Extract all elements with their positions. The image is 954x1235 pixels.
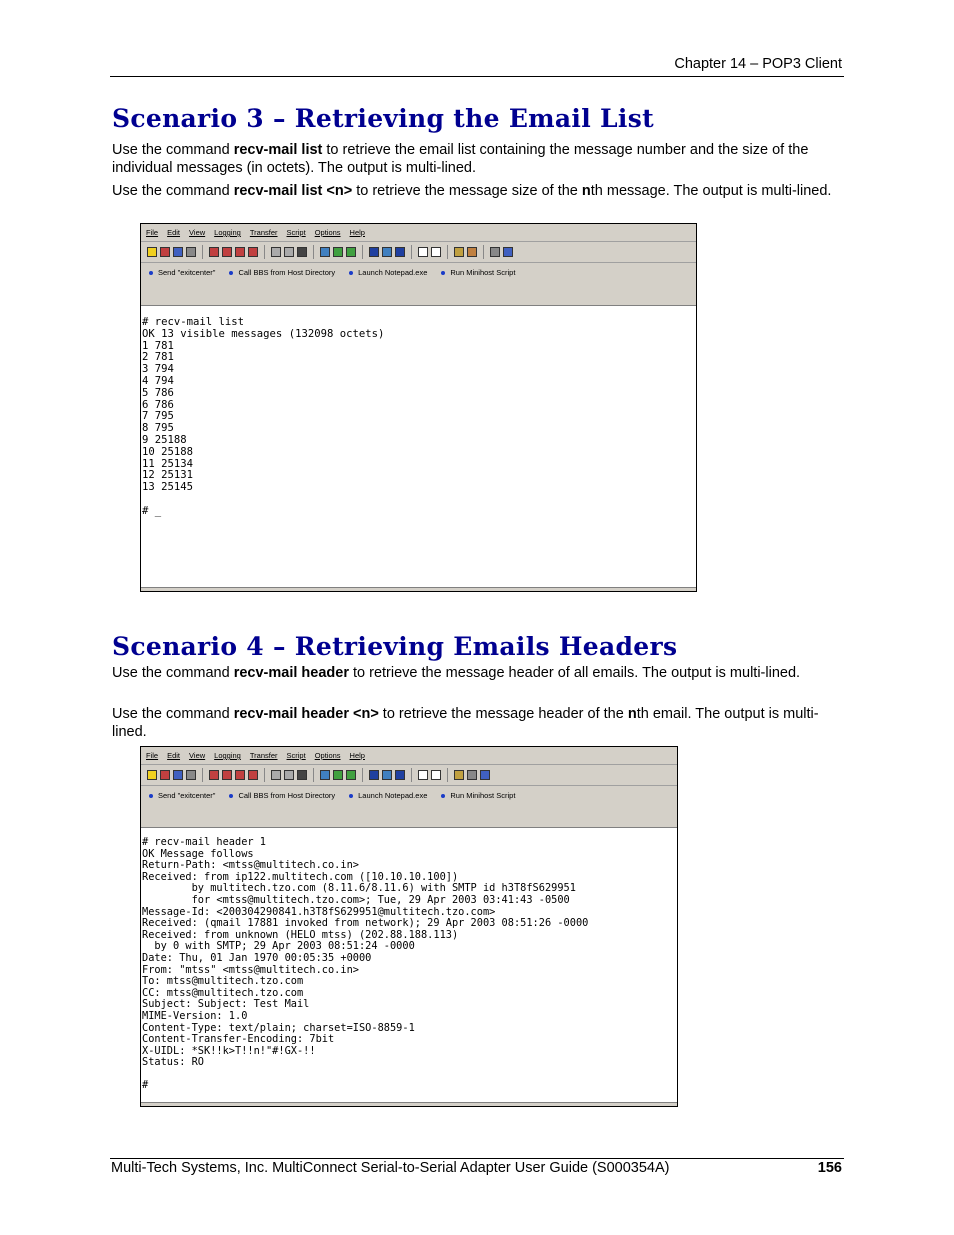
connect-icon[interactable]: [160, 770, 170, 780]
find-icon[interactable]: [320, 247, 330, 257]
terminal-screenshot-mail-header: [140, 746, 678, 1107]
receive-icon[interactable]: [235, 770, 245, 780]
bullet-icon: [229, 794, 233, 798]
open-folder-icon[interactable]: [147, 770, 157, 780]
play-icon[interactable]: [369, 770, 379, 780]
bullet-icon: [441, 794, 445, 798]
capture-icon[interactable]: [248, 770, 258, 780]
send-icon[interactable]: [222, 247, 232, 257]
receive-icon[interactable]: [235, 247, 245, 257]
paragraph: Use the command recv-mail list to retrieve the email list containing the message number and the size of the individual messages (in octets). The output is multi-lined.: [112, 142, 809, 176]
disconnect-icon[interactable]: [173, 770, 183, 780]
command-text: recv-mail header: [233, 665, 349, 681]
connect-icon[interactable]: [160, 247, 170, 257]
button-launch-notepad[interactable]: Launch Notepad.exe: [349, 268, 427, 277]
capture-icon[interactable]: [248, 247, 258, 257]
arrow-icon[interactable]: [346, 770, 356, 780]
paragraph: Use the command recv-mail header to retrieve the message header of all emails. The output is multi-lined.: [112, 665, 801, 681]
footer-rule: [110, 1158, 844, 1159]
menu-script[interactable]: Script: [286, 751, 306, 760]
menu-edit[interactable]: Edit: [167, 751, 181, 760]
button-call-bbs[interactable]: Call BBS from Host Directory: [229, 268, 335, 277]
section-title-scenario-3: Scenario 3 – Retrieving the Email List: [112, 104, 654, 133]
copy-icon[interactable]: [271, 770, 281, 780]
window-icon[interactable]: [418, 770, 428, 780]
terminal-output: # recv-mail list OK 13 visible messages (132098 octets) 1 781 2 781 3 794 4 794 5 786 6 786 7 795 8 795 9 25188 10 25188 11 25134 12 25131 13 25145 # _: [142, 316, 385, 517]
section-title-scenario-4: Scenario 4 – Retrieving Emails Headers: [112, 632, 678, 661]
paste-icon[interactable]: [284, 770, 294, 780]
keypad-icon[interactable]: [467, 770, 477, 780]
button-bar: [141, 263, 696, 306]
toolbar: [141, 242, 696, 263]
paragraph: Use the command recv-mail list <n> to retrieve the message size of the nth message. The output is multi-lined.: [112, 183, 832, 199]
menu-edit[interactable]: Edit: [167, 228, 181, 237]
properties-icon[interactable]: [186, 770, 196, 780]
clipboard-icon[interactable]: [297, 247, 307, 257]
menu-bar: [141, 224, 696, 242]
button-run-minihost[interactable]: Run Minihost Script: [441, 268, 515, 277]
page-number: 156: [817, 1160, 842, 1176]
clipboard-icon[interactable]: [297, 770, 307, 780]
menu-file[interactable]: File: [146, 751, 159, 760]
running-header: Chapter 14 – POP3 Client: [674, 56, 842, 72]
print-icon[interactable]: [209, 247, 219, 257]
copy-icon[interactable]: [271, 247, 281, 257]
menu-transfer[interactable]: Transfer: [249, 228, 278, 237]
wrench-icon[interactable]: [467, 247, 477, 257]
window-icon[interactable]: [418, 247, 428, 257]
paste-icon[interactable]: [284, 247, 294, 257]
menu-view[interactable]: View: [189, 751, 206, 760]
terminal-status-strip: [141, 1102, 677, 1106]
refresh-icon[interactable]: [333, 247, 343, 257]
button-run-minihost[interactable]: Run Minihost Script: [441, 791, 515, 800]
command-text: recv-mail list: [233, 142, 323, 158]
button-call-bbs[interactable]: Call BBS from Host Directory: [229, 791, 335, 800]
button-bar: [141, 786, 677, 828]
disconnect-icon[interactable]: [173, 247, 183, 257]
bullet-icon: [149, 794, 153, 798]
help-icon[interactable]: [503, 247, 513, 257]
bullet-icon: [229, 271, 233, 275]
menu-help[interactable]: Help: [349, 751, 365, 760]
keypad-icon[interactable]: [490, 247, 500, 257]
bullet-icon: [441, 271, 445, 275]
find-icon[interactable]: [320, 770, 330, 780]
menu-logging[interactable]: Logging: [214, 751, 241, 760]
terminal-screenshot-mail-list: [140, 223, 697, 592]
window-alt-icon[interactable]: [431, 247, 441, 257]
refresh-icon[interactable]: [333, 770, 343, 780]
chart-icon[interactable]: [395, 770, 405, 780]
button-send-exitcenter[interactable]: Send "exitcenter": [149, 791, 215, 800]
toolbar: [141, 765, 677, 786]
terminal-status-strip: [141, 587, 696, 591]
play-icon[interactable]: [369, 247, 379, 257]
menu-transfer[interactable]: Transfer: [249, 751, 278, 760]
paragraph: Use the command recv-mail header <n> to retrieve the message header of the nth email. The output is multi-lined.: [112, 706, 819, 740]
button-launch-notepad[interactable]: Launch Notepad.exe: [349, 791, 427, 800]
menu-bar: [141, 747, 677, 765]
help-icon[interactable]: [480, 770, 490, 780]
arrow-icon[interactable]: [346, 247, 356, 257]
bullet-icon: [349, 794, 353, 798]
terminal-output: # recv-mail header 1 OK Message follows Return-Path: <mtss@multitech.co.in> Received: from ip122.multitech.com ([10.10.10.100]) by multitech.tzo.com (8.11.6/8.11.6) with SMTP id h3T8fS629951 for <mtss@multitech.tzo.com>; Tue, 29 Apr 2003 03:41:43 -0500 Message-Id: <200304290841.h3T8fS629951@multitech.tzo.com> Received: (qmail 17881 invoked from network); 29 Apr 2003 08:51:26 -0000 Received: from unknown (HELO mtss) (202.88.188.113) by 0 with SMTP; 29 Apr 2003 08:51:24 -0000 Date: Thu, 01 Jan 1970 00:05:35 +0000 From: "mtss" <mtss@multitech.co.in> To: mtss@multitech.tzo.com CC: mtss@multitech.tzo.com Subject: Subject: Test Mail MIME-Version: 1.0 Content-Type: text/plain; charset=ISO-8859-1 Content-Transfer-Encoding: 7bit X-UIDL: *SK!!k>T!!n!"#!GX-!! Status: RO #: [142, 836, 589, 1092]
command-text: recv-mail header <n>: [233, 706, 379, 722]
settings-icon[interactable]: [382, 770, 392, 780]
menu-script[interactable]: Script: [286, 228, 306, 237]
menu-logging[interactable]: Logging: [214, 228, 241, 237]
command-text: recv-mail list <n>: [233, 183, 353, 199]
header-rule: [110, 76, 844, 77]
open-folder-icon[interactable]: [147, 247, 157, 257]
send-icon[interactable]: [222, 770, 232, 780]
footer-document-title: Multi-Tech Systems, Inc. MultiConnect Serial-to-Serial Adapter User Guide (S000354A): [111, 1160, 670, 1176]
menu-options[interactable]: Options: [314, 228, 341, 237]
menu-options[interactable]: Options: [314, 751, 341, 760]
tools-icon[interactable]: [454, 770, 464, 780]
tools-icon[interactable]: [454, 247, 464, 257]
menu-view[interactable]: View: [189, 228, 206, 237]
window-alt-icon[interactable]: [431, 770, 441, 780]
bullet-icon: [149, 271, 153, 275]
settings-icon[interactable]: [382, 247, 392, 257]
properties-icon[interactable]: [186, 247, 196, 257]
chart-icon[interactable]: [395, 247, 405, 257]
print-icon[interactable]: [209, 770, 219, 780]
menu-help[interactable]: Help: [349, 228, 365, 237]
menu-file[interactable]: File: [146, 228, 159, 237]
bullet-icon: [349, 271, 353, 275]
button-send-exitcenter[interactable]: Send "exitcenter": [149, 268, 215, 277]
